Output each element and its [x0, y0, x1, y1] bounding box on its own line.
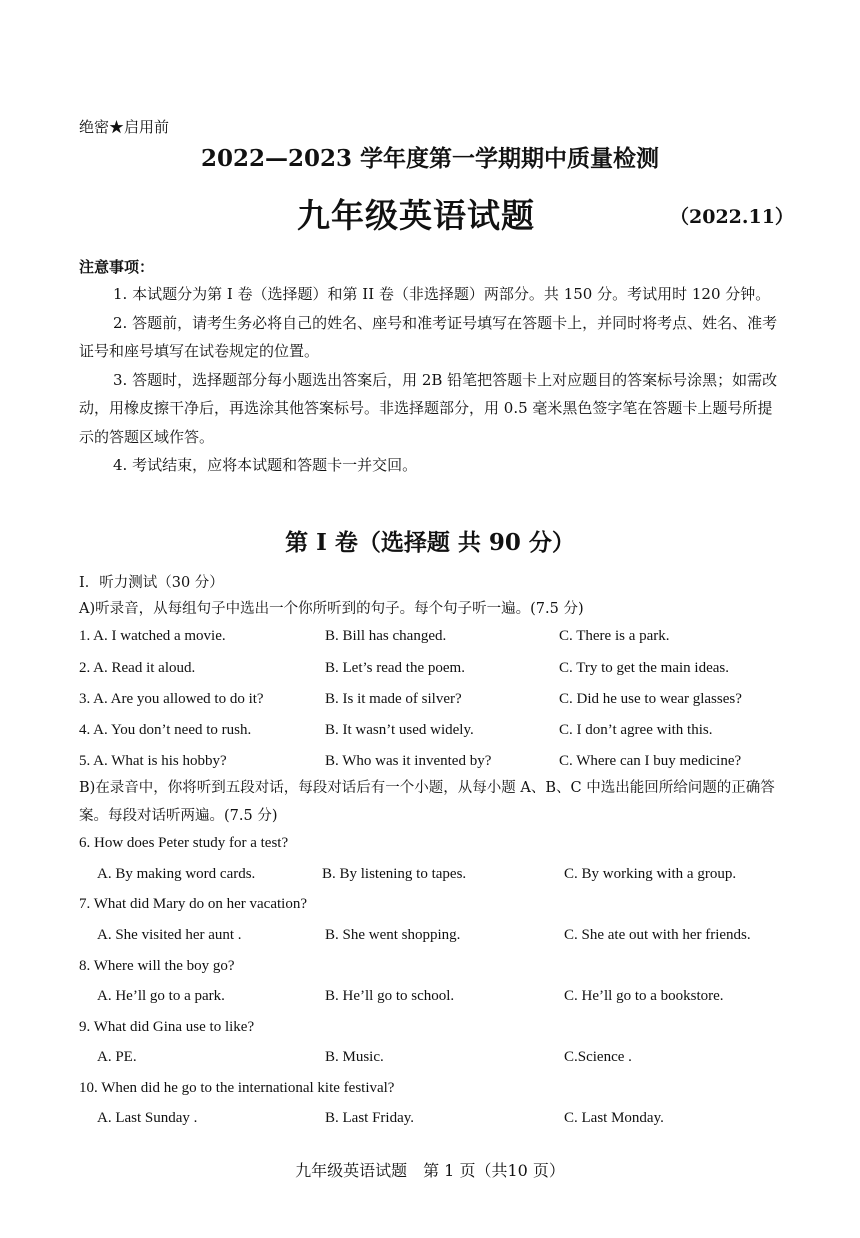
- option-c: C. She ate out with her friends.: [564, 927, 751, 943]
- part-a-instruction: A)听录音，从每组句子中选出一个你所听到的句子。每个句子听一遍。(7.5 分): [79, 601, 584, 617]
- section-title: 第 I 卷（选择题 共 90 分）: [285, 529, 575, 556]
- part-b-instruction: B)在录音中，你将听到五段对话，每段对话后有一个小题，从每小题 A、B、C 中选出能回所给问题的正确答案。每段对话听两遍。(7.5 分): [79, 780, 775, 824]
- option-c: C.Science .: [564, 1049, 632, 1065]
- option-c: C. Last Monday.: [564, 1110, 664, 1126]
- notice-list: [79, 280, 783, 480]
- option-b: B. Bill has changed.: [325, 628, 447, 644]
- option-c: C. Where can I buy medicine?: [559, 753, 742, 769]
- option-b: B. It wasn’t used widely.: [325, 722, 474, 738]
- secret-label: 绝密★启用前: [79, 118, 170, 136]
- option-a: A. She visited her aunt .: [97, 927, 242, 943]
- option-c: C. Try to get the main ideas.: [559, 660, 729, 676]
- notice-item-3: 3. 答题时，选择题部分每小题选出答案后，用 2B 铅笔把答题卡上对应题目的答案标号涂黑；如需改动，用橡皮擦干净后，再选涂其他答案标号。非选择题部分，用 0.5 毫米黑色签字笔在答题卡上题号所提示的答题区域作答。: [79, 370, 778, 446]
- option-b: B. Music.: [325, 1049, 384, 1065]
- option-c: C. There is a park.: [559, 628, 670, 644]
- option-c: C. I don’t agree with this.: [559, 722, 713, 738]
- notice-item-2: 2. 答题前，请考生务必将自己的姓名、座号和准考证号填写在答题卡上，并同时将考点、姓名、准考证号和座号填写在试卷规定的位置。: [79, 313, 778, 360]
- question-stem: 9. What did Gina use to like?: [79, 1019, 255, 1035]
- exam-date: （2022.11）: [670, 206, 794, 228]
- option-a: A. By making word cards.: [97, 866, 256, 882]
- option-b: B. Is it made of silver?: [325, 691, 462, 707]
- option-a: 4. A. You don’t need to rush.: [79, 722, 252, 738]
- notice-heading: 注意事项：: [79, 258, 155, 276]
- option-c: C. He’ll go to a bookstore.: [564, 988, 724, 1004]
- question-stem: 10. When did he go to the international kite festival?: [79, 1080, 395, 1096]
- option-b: B. He’ll go to school.: [325, 988, 455, 1004]
- question-stem: 6. How does Peter study for a test?: [79, 835, 289, 851]
- option-c: C. By working with a group.: [564, 866, 737, 882]
- option-a: 1. A. I watched a movie.: [79, 628, 226, 644]
- exam-title: 2022—2023 学年度第一学期期中质量检测: [200, 145, 660, 172]
- option-b: B. Who was it invented by?: [325, 753, 492, 769]
- option-a: 5. A. What is his hobby?: [79, 753, 227, 769]
- page-footer: 九年级英语试题 第 1 页（共10 页）: [295, 1161, 565, 1180]
- notice-item-1: 1. 本试题分为第 I 卷（选择题）和第 II 卷（非选择题）两部分。共 150 分。考试用时 120 分钟。: [113, 285, 771, 303]
- option-b: B. Last Friday.: [325, 1110, 415, 1126]
- part-heading: I．听力测试（30 分）: [79, 575, 224, 591]
- notice-item-4: 4. 考试结束，应将本试题和答题卡一并交回。: [113, 456, 418, 474]
- option-b: B. She went shopping.: [325, 927, 461, 943]
- option-b: B. By listening to tapes.: [322, 866, 467, 882]
- exam-subtitle: 九年级英语试题: [297, 196, 535, 235]
- option-a: A. PE.: [97, 1049, 137, 1065]
- option-a: A. He’ll go to a park.: [97, 988, 225, 1004]
- question-stem: 7. What did Mary do on her vacation?: [79, 896, 307, 912]
- option-a: 3. A. Are you allowed to do it?: [79, 691, 264, 707]
- question-stem: 8. Where will the boy go?: [79, 958, 235, 974]
- option-c: C. Did he use to wear glasses?: [559, 691, 742, 707]
- option-b: B. Let’s read the poem.: [325, 660, 465, 676]
- option-a: A. Last Sunday .: [97, 1110, 198, 1126]
- option-a: 2. A. Read it aloud.: [79, 660, 196, 676]
